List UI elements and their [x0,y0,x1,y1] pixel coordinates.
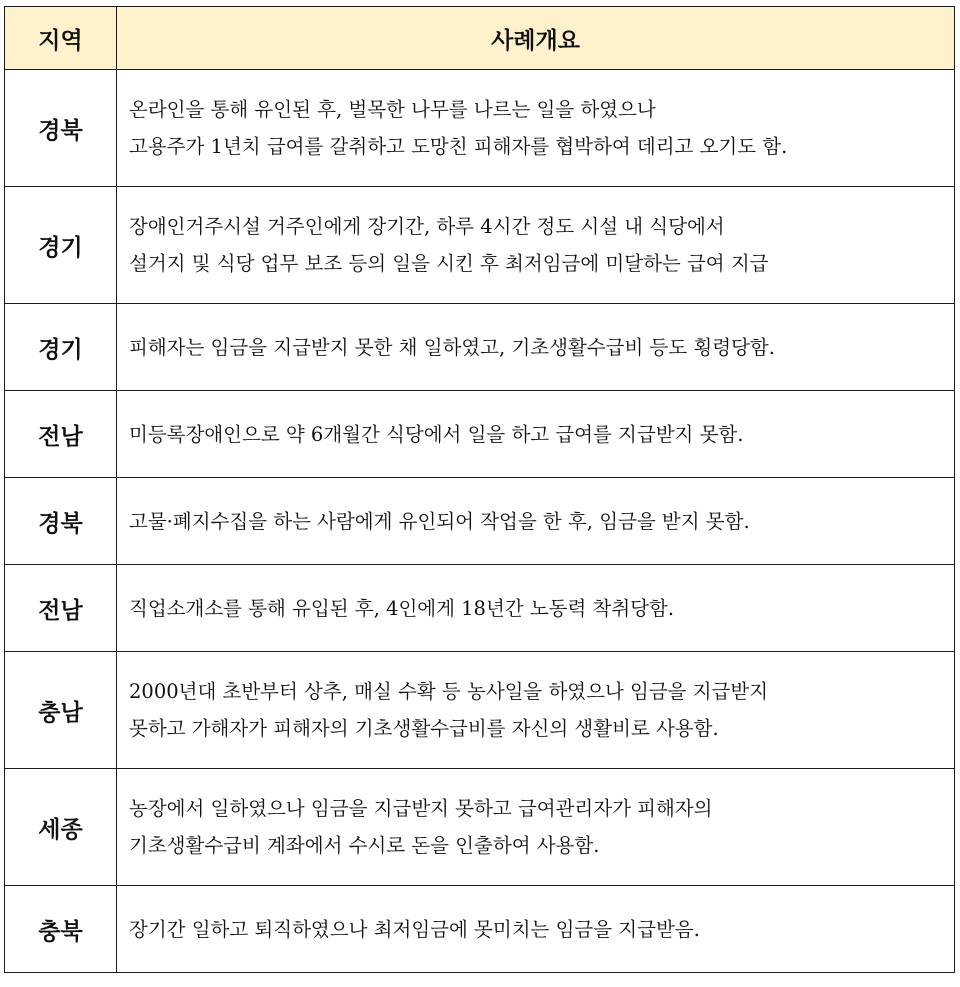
header-row [5,7,955,70]
region-cell: 경기 [5,187,117,304]
case-summary-table [4,6,955,973]
summary-line: 미등록장애인으로 약 6개월간 식당에서 일을 하고 급여를 지급받지 못함. [129,422,744,446]
table-row [5,769,955,886]
summary-cell [117,70,955,187]
summary-line: 고물·폐지수집을 하는 사람에게 유인되어 작업을 한 후, 임금을 받지 못함. [129,509,750,533]
summary-line: 못하고 가해자가 피해자의 기초생활수급비를 자신의 생활비로 사용함. [129,717,719,740]
region-cell: 충남 [5,652,117,769]
table-row [5,304,955,391]
summary-line: 온라인을 통해 유인된 후, 벌목한 나무를 나르는 일을 하였으나 [129,98,656,121]
summary-line: 직업소개소를 통해 유입된 후, 4인에게 18년간 노동력 착취당함. [129,596,675,620]
table-row [5,886,955,973]
summary-line: 피해자는 임금을 지급받지 못한 채 일하였고, 기초생활수급비 등도 횡령당함. [129,335,775,359]
summary-cell [117,187,955,304]
table-row [5,391,955,478]
table-row [5,70,955,187]
header-region: 지역 [5,7,117,70]
summary-line: 고용주가 1년치 급여를 갈취하고 도망친 피해자를 협박하여 데리고 오기도 함. [129,135,788,158]
summary-cell [117,769,955,886]
table-row [5,478,955,565]
summary-line: 설거지 및 식당 업무 보조 등의 일을 시킨 후 최저임금에 미달하는 급여 지급 [129,252,769,275]
header-summary: 사례개요 [117,7,955,70]
region-cell: 전남 [5,565,117,652]
summary-cell [117,652,955,769]
region-cell: 경북 [5,478,117,565]
table-row [5,652,955,769]
region-cell: 전남 [5,391,117,478]
summary-line: 장기간 일하고 퇴직하였으나 최저임금에 못미치는 임금을 지급받음. [129,917,700,941]
summary-cell [117,886,955,973]
region-cell: 경북 [5,70,117,187]
summary-cell [117,304,955,391]
summary-cell [117,565,955,652]
summary-line: 기초생활수급비 계좌에서 수시로 돈을 인출하여 사용함. [129,834,600,857]
table-row [5,565,955,652]
region-cell: 충북 [5,886,117,973]
region-cell: 세종 [5,769,117,886]
summary-line: 농장에서 일하였으나 임금을 지급받지 못하고 급여관리자가 피해자의 [129,797,713,820]
summary-line: 장애인거주시설 거주인에게 장기간, 하루 4시간 정도 시설 내 식당에서 [129,215,725,238]
table-row [5,187,955,304]
region-cell: 경기 [5,304,117,391]
summary-cell [117,478,955,565]
summary-line: 2000년대 초반부터 상추, 매실 수확 등 농사일을 하였으나 임금을 지급받지 [129,680,769,703]
summary-cell [117,391,955,478]
